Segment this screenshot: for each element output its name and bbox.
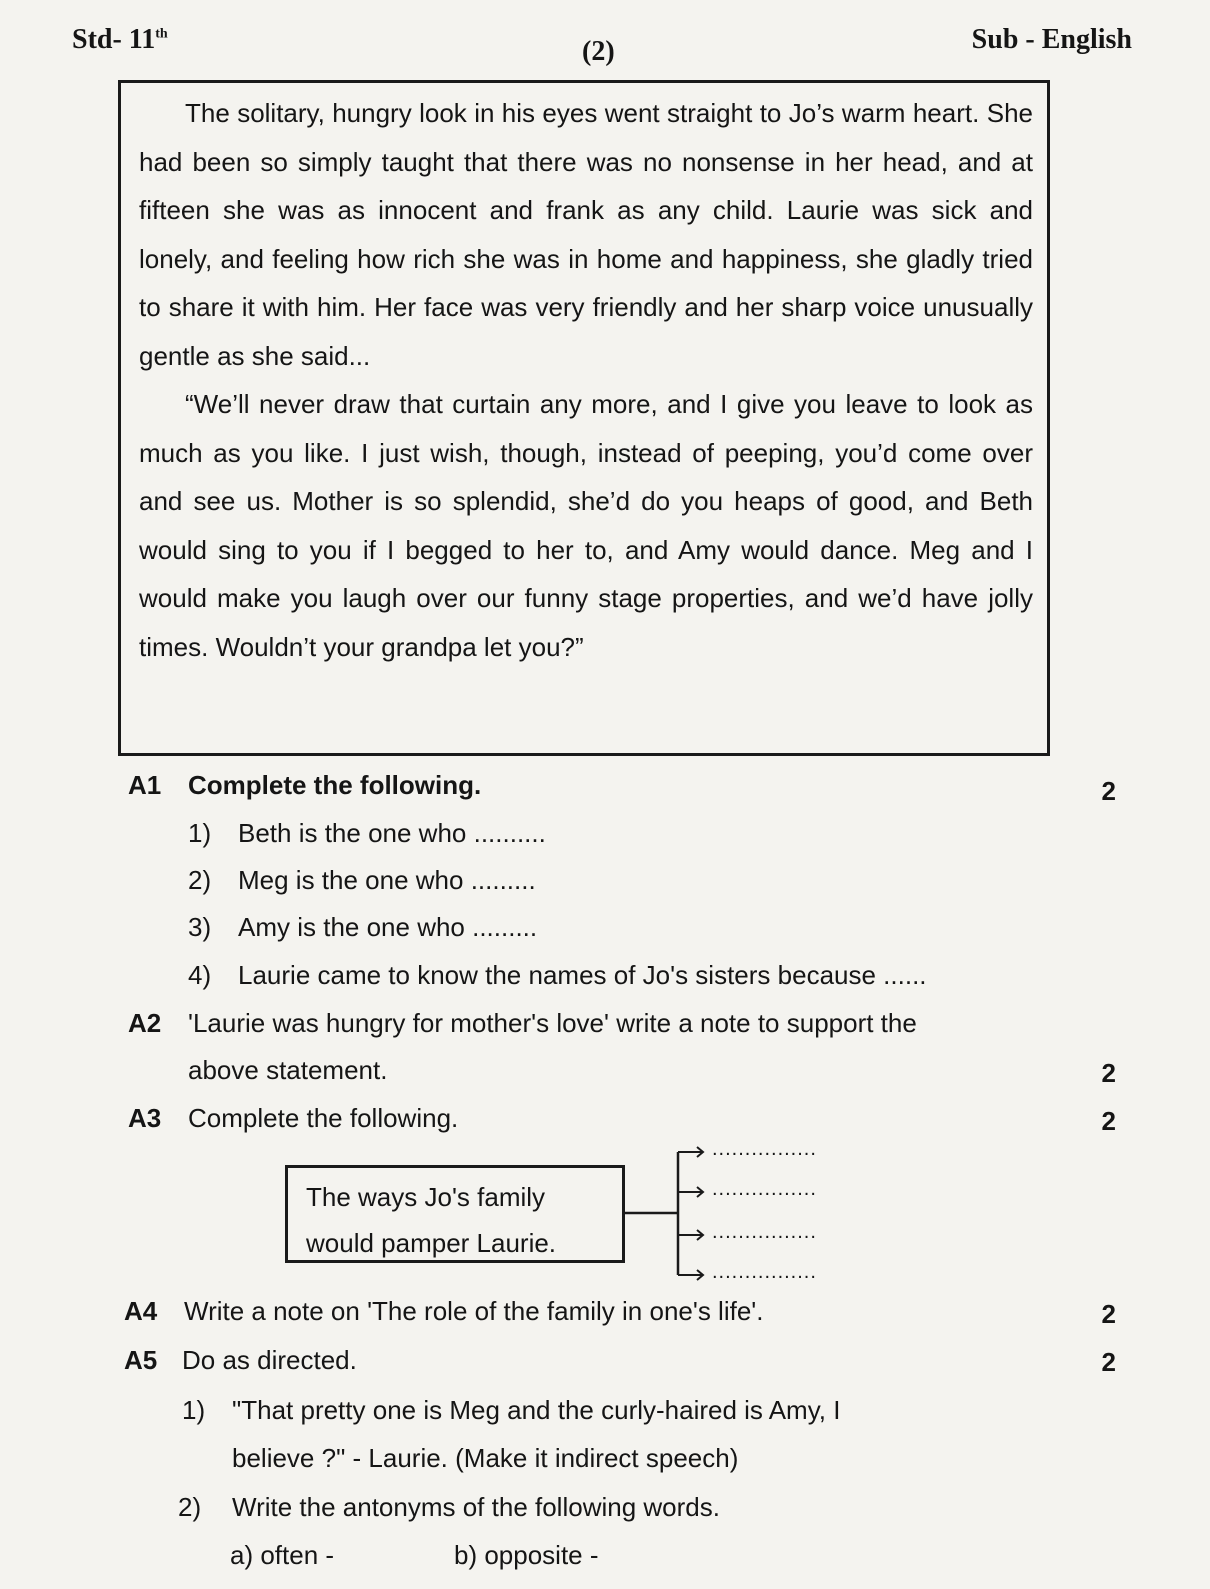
question-a5-text: Do as directed. bbox=[182, 1345, 357, 1375]
question-a4-marks: 2 bbox=[1101, 1299, 1116, 1329]
a3-connector-arrows bbox=[620, 1140, 710, 1285]
a5-item-1-line-2: believe ?" - Laurie. (Make it indirect speech) bbox=[232, 1443, 739, 1473]
a3-blank-2: ................ bbox=[712, 1178, 817, 1200]
a1-item-2: 2) Meg is the one who ......... bbox=[188, 865, 536, 895]
a5-item-2-number: 2) bbox=[178, 1492, 202, 1522]
a1-item-3: 3) Amy is the one who ......... bbox=[188, 912, 538, 942]
a3-box-line-2: would pamper Laurie. bbox=[306, 1228, 557, 1258]
question-number-a4: A4 bbox=[124, 1296, 158, 1326]
question-a2-marks: 2 bbox=[1101, 1058, 1116, 1088]
a5-item-2-text: Write the antonyms of the following words. bbox=[232, 1492, 720, 1522]
a1-item-1: 1) Beth is the one who .......... bbox=[188, 818, 546, 848]
question-number-a3: A3 bbox=[128, 1103, 162, 1133]
a3-box-line-1: The ways Jo's family bbox=[306, 1182, 546, 1212]
standard-label: Std- 11th bbox=[72, 24, 168, 55]
a5-item-1-number: 1) bbox=[182, 1395, 206, 1425]
a5-item-2-option-b: b) opposite - bbox=[454, 1540, 599, 1570]
question-a3-marks: 2 bbox=[1101, 1106, 1116, 1136]
a3-concept-box bbox=[285, 1165, 625, 1263]
question-a1-marks: 2 bbox=[1101, 776, 1116, 806]
a5-item-2-option-a: a) often - bbox=[230, 1540, 335, 1570]
question-a2-line-2: above statement. bbox=[188, 1055, 388, 1085]
subject-label: Sub - English bbox=[971, 24, 1132, 55]
a5-item-1-line-1: "That pretty one is Meg and the curly-haired is Amy, I bbox=[232, 1395, 841, 1425]
question-a3-text: Complete the following. bbox=[188, 1103, 459, 1133]
a3-blank-3: ................ bbox=[712, 1221, 817, 1243]
passage-box bbox=[118, 80, 1050, 756]
question-number-a1: A1 bbox=[128, 770, 162, 800]
a3-blank-4: ................ bbox=[712, 1261, 817, 1283]
a3-blank-1: ................ bbox=[712, 1138, 817, 1160]
page-number: (2) bbox=[582, 36, 615, 67]
question-number-a2: A2 bbox=[128, 1008, 162, 1038]
question-a5-marks: 2 bbox=[1101, 1347, 1116, 1377]
question-a4-text: Write a note on 'The role of the family in one's life'. bbox=[184, 1296, 764, 1326]
question-a2-line-1: 'Laurie was hungry for mother's love' write a note to support the bbox=[188, 1008, 917, 1038]
passage-paragraph-2: “We’ll never draw that curtain any more, and I give you leave to look as much as you like. I just wish, though, instead of peeping, you’d come over and see us. Mother is so splendid, she’d do you heaps of good, and Beth would sing to you if I begged to her to, and Amy would dance. Meg and I would make you laugh over our funny stage properties, and we’d have jolly times. Wouldn’t your grandpa let you?” bbox=[139, 389, 1033, 662]
question-a1-text: Complete the following. bbox=[188, 770, 482, 800]
a1-item-4: 4) Laurie came to know the names of Jo's sisters because ...... bbox=[188, 960, 927, 990]
question-number-a5: A5 bbox=[124, 1345, 158, 1375]
passage-paragraph-1: The solitary, hungry look in his eyes went straight to Jo’s warm heart. She had been so simply taught that there was no nonsense in her head, and at fifteen she was as innocent and frank as any child. Laurie was sick and lonely, and feeling how rich she was in home and happiness, she gladly tried to share it with him. Her face was very friendly and her sharp voice unusually gentle as she said... bbox=[139, 98, 1033, 371]
